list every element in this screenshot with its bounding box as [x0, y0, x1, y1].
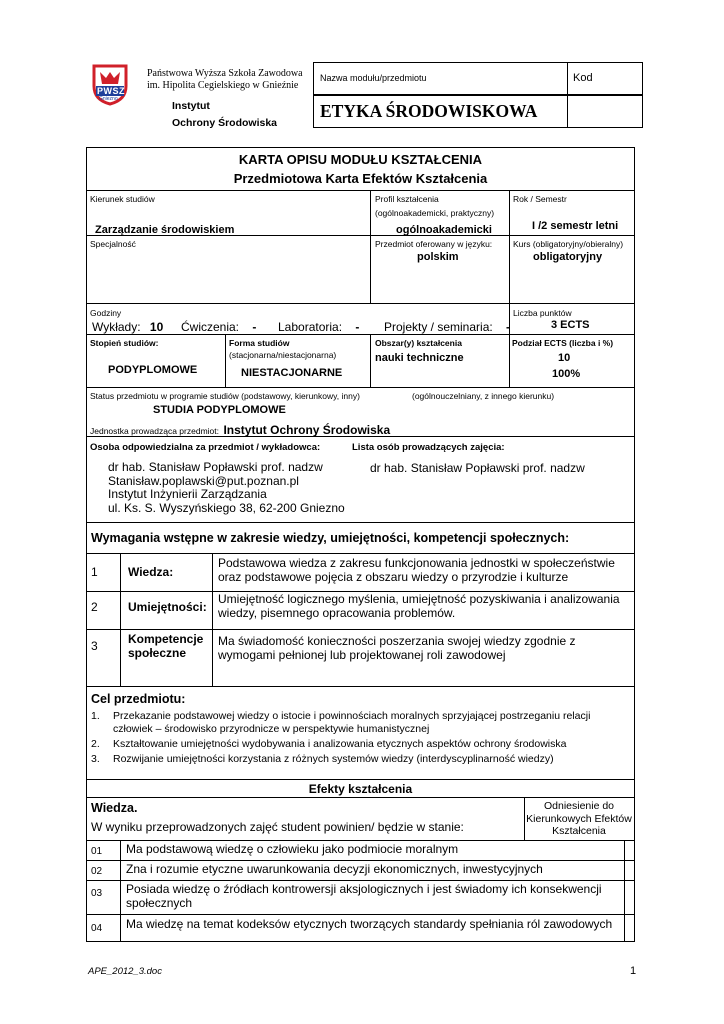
responsible-details	[108, 461, 345, 515]
page-number: 1	[630, 965, 637, 977]
projects-value: -	[506, 320, 511, 334]
form-sub: (stacjonarna/niestacjonarna)	[229, 350, 337, 360]
module-name: ETYKA ŚRODOWISKOWA	[320, 101, 538, 121]
card-title: KARTA OPISU MODUŁU KSZTAŁCENIA	[238, 152, 483, 167]
area-label: Obszar(y) kształcenia	[375, 338, 462, 348]
lab	[278, 320, 359, 334]
responsible-line: ul. Ks. S. Wyszyńskiego 38, 62-200 Gniezno	[108, 500, 345, 515]
module-name-label: Nazwa modułu/przedmiotu	[320, 73, 427, 83]
ref-header: Odniesienie do Kierunkowych Efektów Kształcenia	[526, 800, 632, 837]
year-value: I /2 semestr letni	[532, 220, 619, 232]
spec-label: Specjalność	[90, 239, 136, 249]
form-label: Forma studiów	[229, 338, 290, 348]
institute-line2: Ochrony Środowiska	[172, 117, 278, 129]
lectures-label: Wykłady:	[92, 320, 141, 334]
school-name-line2: im. Hipolita Cegielskiego w Gnieźnie	[147, 80, 299, 91]
exercises-value: -	[252, 320, 257, 334]
goal-item	[91, 753, 627, 766]
goal-text: Przekazanie podstawowej wiedzy o istocie i powinnościach moralnych sprzyjającej postrzeganiu relacji człowiek – środowisko przyrodnicze w perspektywie humanistycznej	[113, 710, 591, 735]
unit-label: Jednostka prowadząca przedmiot:	[90, 426, 219, 436]
goal-num: 3.	[91, 753, 100, 765]
goal-num: 1.	[91, 710, 100, 722]
footer-filename: APE_2012_3.doc	[88, 966, 162, 977]
effect-text: Ma podstawową wiedzę o człowieku jako podmiocie moralnym	[126, 842, 459, 856]
lab-value: -	[355, 320, 360, 334]
school-logo	[88, 62, 132, 106]
year-label: Rok / Semestr	[513, 194, 567, 204]
profile-label: Profil kształcenia	[375, 194, 439, 204]
status-label: Status przedmiotu w programie studiów (podstawowy, kierunkowy, inny)	[90, 391, 360, 401]
goal-item	[91, 738, 627, 751]
req-label: Kompetencje społeczne	[128, 632, 204, 660]
req-num: 2	[91, 600, 98, 614]
course-value: obligatoryjny	[533, 251, 603, 263]
goal-list	[91, 710, 627, 766]
exercises	[181, 320, 256, 334]
req-text: Umiejętność logicznego myślenia, umiejętność pozyskiwania i analizowania wiedzy, pisemnego opracowania problemów.	[218, 592, 620, 620]
req-text: Podstawowa wiedza z zakresu funkcjonowania jednostki w społeczeństwie oraz podstawowe pojęcia z obszaru wiedzy o przyrodzie i kulturze	[218, 556, 615, 584]
degree-value: PODYPLOMOWE	[108, 364, 198, 376]
lectures-value: 10	[149, 320, 164, 334]
effect-num: 03	[91, 888, 103, 899]
profile-sub: (ogólnoakademicki, praktyczny)	[375, 208, 495, 218]
req-num: 1	[91, 565, 98, 579]
req-label: Umiejętności:	[128, 600, 207, 614]
goal-item	[91, 710, 627, 736]
status-value: STUDIA PODYPLOMOWE	[153, 404, 286, 416]
projects-label: Projekty / seminaria:	[384, 320, 493, 334]
req-text: Ma świadomość konieczności poszerzania swojej wiedzy zgodnie z wymogami pełnionej lub projektowanej roli zawodowej	[218, 634, 576, 662]
responsible-label: Osoba odpowiedzialna za przedmiot / wykładowca:	[90, 442, 321, 453]
knowledge-label: Wiedza.	[91, 801, 138, 815]
lectures	[92, 320, 163, 334]
institute-name	[172, 98, 277, 132]
school-name	[147, 68, 303, 92]
requirements-title: Wymagania wstępne w zakresie wiedzy, umiejętności, kompetencji społecznych:	[91, 531, 570, 545]
exercises-label: Ćwiczenia:	[181, 320, 240, 334]
ects-split-label: Podział ECTS (liczba i %)	[512, 338, 614, 348]
lab-label: Laboratoria:	[278, 320, 343, 334]
responsible-line: dr hab. Stanisław Popławski prof. nadzw	[108, 460, 323, 474]
card-subtitle: Przedmiotowa Karta Efektów Kształcenia	[233, 171, 488, 186]
projects	[384, 320, 510, 334]
code-label: Kod	[573, 72, 593, 84]
ects-split-value1: 10	[558, 352, 571, 364]
effect-num: 02	[91, 866, 103, 877]
req-num: 3	[91, 639, 98, 653]
unit-value: Instytut Ochrony Środowiska	[223, 423, 391, 437]
effects-title: Efekty kształcenia	[308, 782, 413, 796]
goal-text: Kształtowanie umiejętności wydobywania i analizowania etycznych aspektów ochrony środowiska	[113, 738, 567, 750]
field-label: Kierunek studiów	[90, 194, 155, 204]
req-label: Wiedza:	[128, 565, 174, 579]
form-value: NIESTACJONARNE	[241, 367, 343, 379]
unit	[90, 421, 390, 439]
institute-line1: Instytut	[172, 100, 210, 112]
degree-label: Stopień studiów:	[90, 338, 159, 348]
logo-text: PWSZ	[97, 86, 125, 96]
knowledge-intro: W wyniku przeprowadzonych zajęć student powinien/ będzie w stanie:	[91, 820, 464, 834]
effect-text: Ma wiedzę na temat kodeksów etycznych tworzących standardy spełniania ról zawodowych	[126, 917, 613, 931]
area-value: nauki techniczne	[375, 352, 464, 364]
points-label: Liczba punktów	[513, 308, 572, 318]
list-value: dr hab. Stanisław Popławski prof. nadzw	[370, 461, 585, 475]
effect-num: 04	[91, 923, 103, 934]
goal-text: Rozwijanie umiejętności korzystania z różnych systemów wiedzy (interdyscyplinarność wiedzy)	[113, 753, 554, 765]
course-label: Kurs (obligatoryjny/obieralny)	[513, 239, 624, 249]
ects-split-value2: 100%	[552, 368, 581, 380]
responsible-line: Instytut Inżynierii Zarządzania	[108, 487, 267, 501]
points-value: 3 ECTS	[551, 319, 590, 331]
field-value: Zarządzanie środowiskiem	[95, 224, 235, 236]
responsible-line: Stanisław.poplawski@put.poznan.pl	[108, 473, 299, 488]
effect-num: 01	[91, 846, 103, 857]
goal-title: Cel przedmiotu:	[91, 692, 186, 706]
lang-label: Przedmiot oferowany w języku:	[375, 239, 493, 249]
lang-value: polskim	[417, 251, 459, 263]
hours-label: Godziny	[90, 308, 122, 318]
profile-value: ogólnoakademicki	[396, 224, 492, 236]
effect-text: Zna i rozumie etyczne uwarunkowania decyzji ekonomicznych, inwestycyjnych	[126, 862, 543, 876]
goal-num: 2.	[91, 738, 100, 750]
status-sub: (ogólnouczelniany, z innego kierunku)	[412, 391, 555, 401]
effect-text: Posiada wiedzę o źródłach kontrowersji aksjologicznych i jest świadomy ich konsekwencji społecznych	[126, 882, 602, 910]
list-label: Lista osób prowadzących zajęcia:	[352, 442, 505, 453]
school-name-line1: Państwowa Wyższa Szkoła Zawodowa	[147, 68, 303, 79]
logo-subtext: Gniezno	[99, 96, 118, 102]
